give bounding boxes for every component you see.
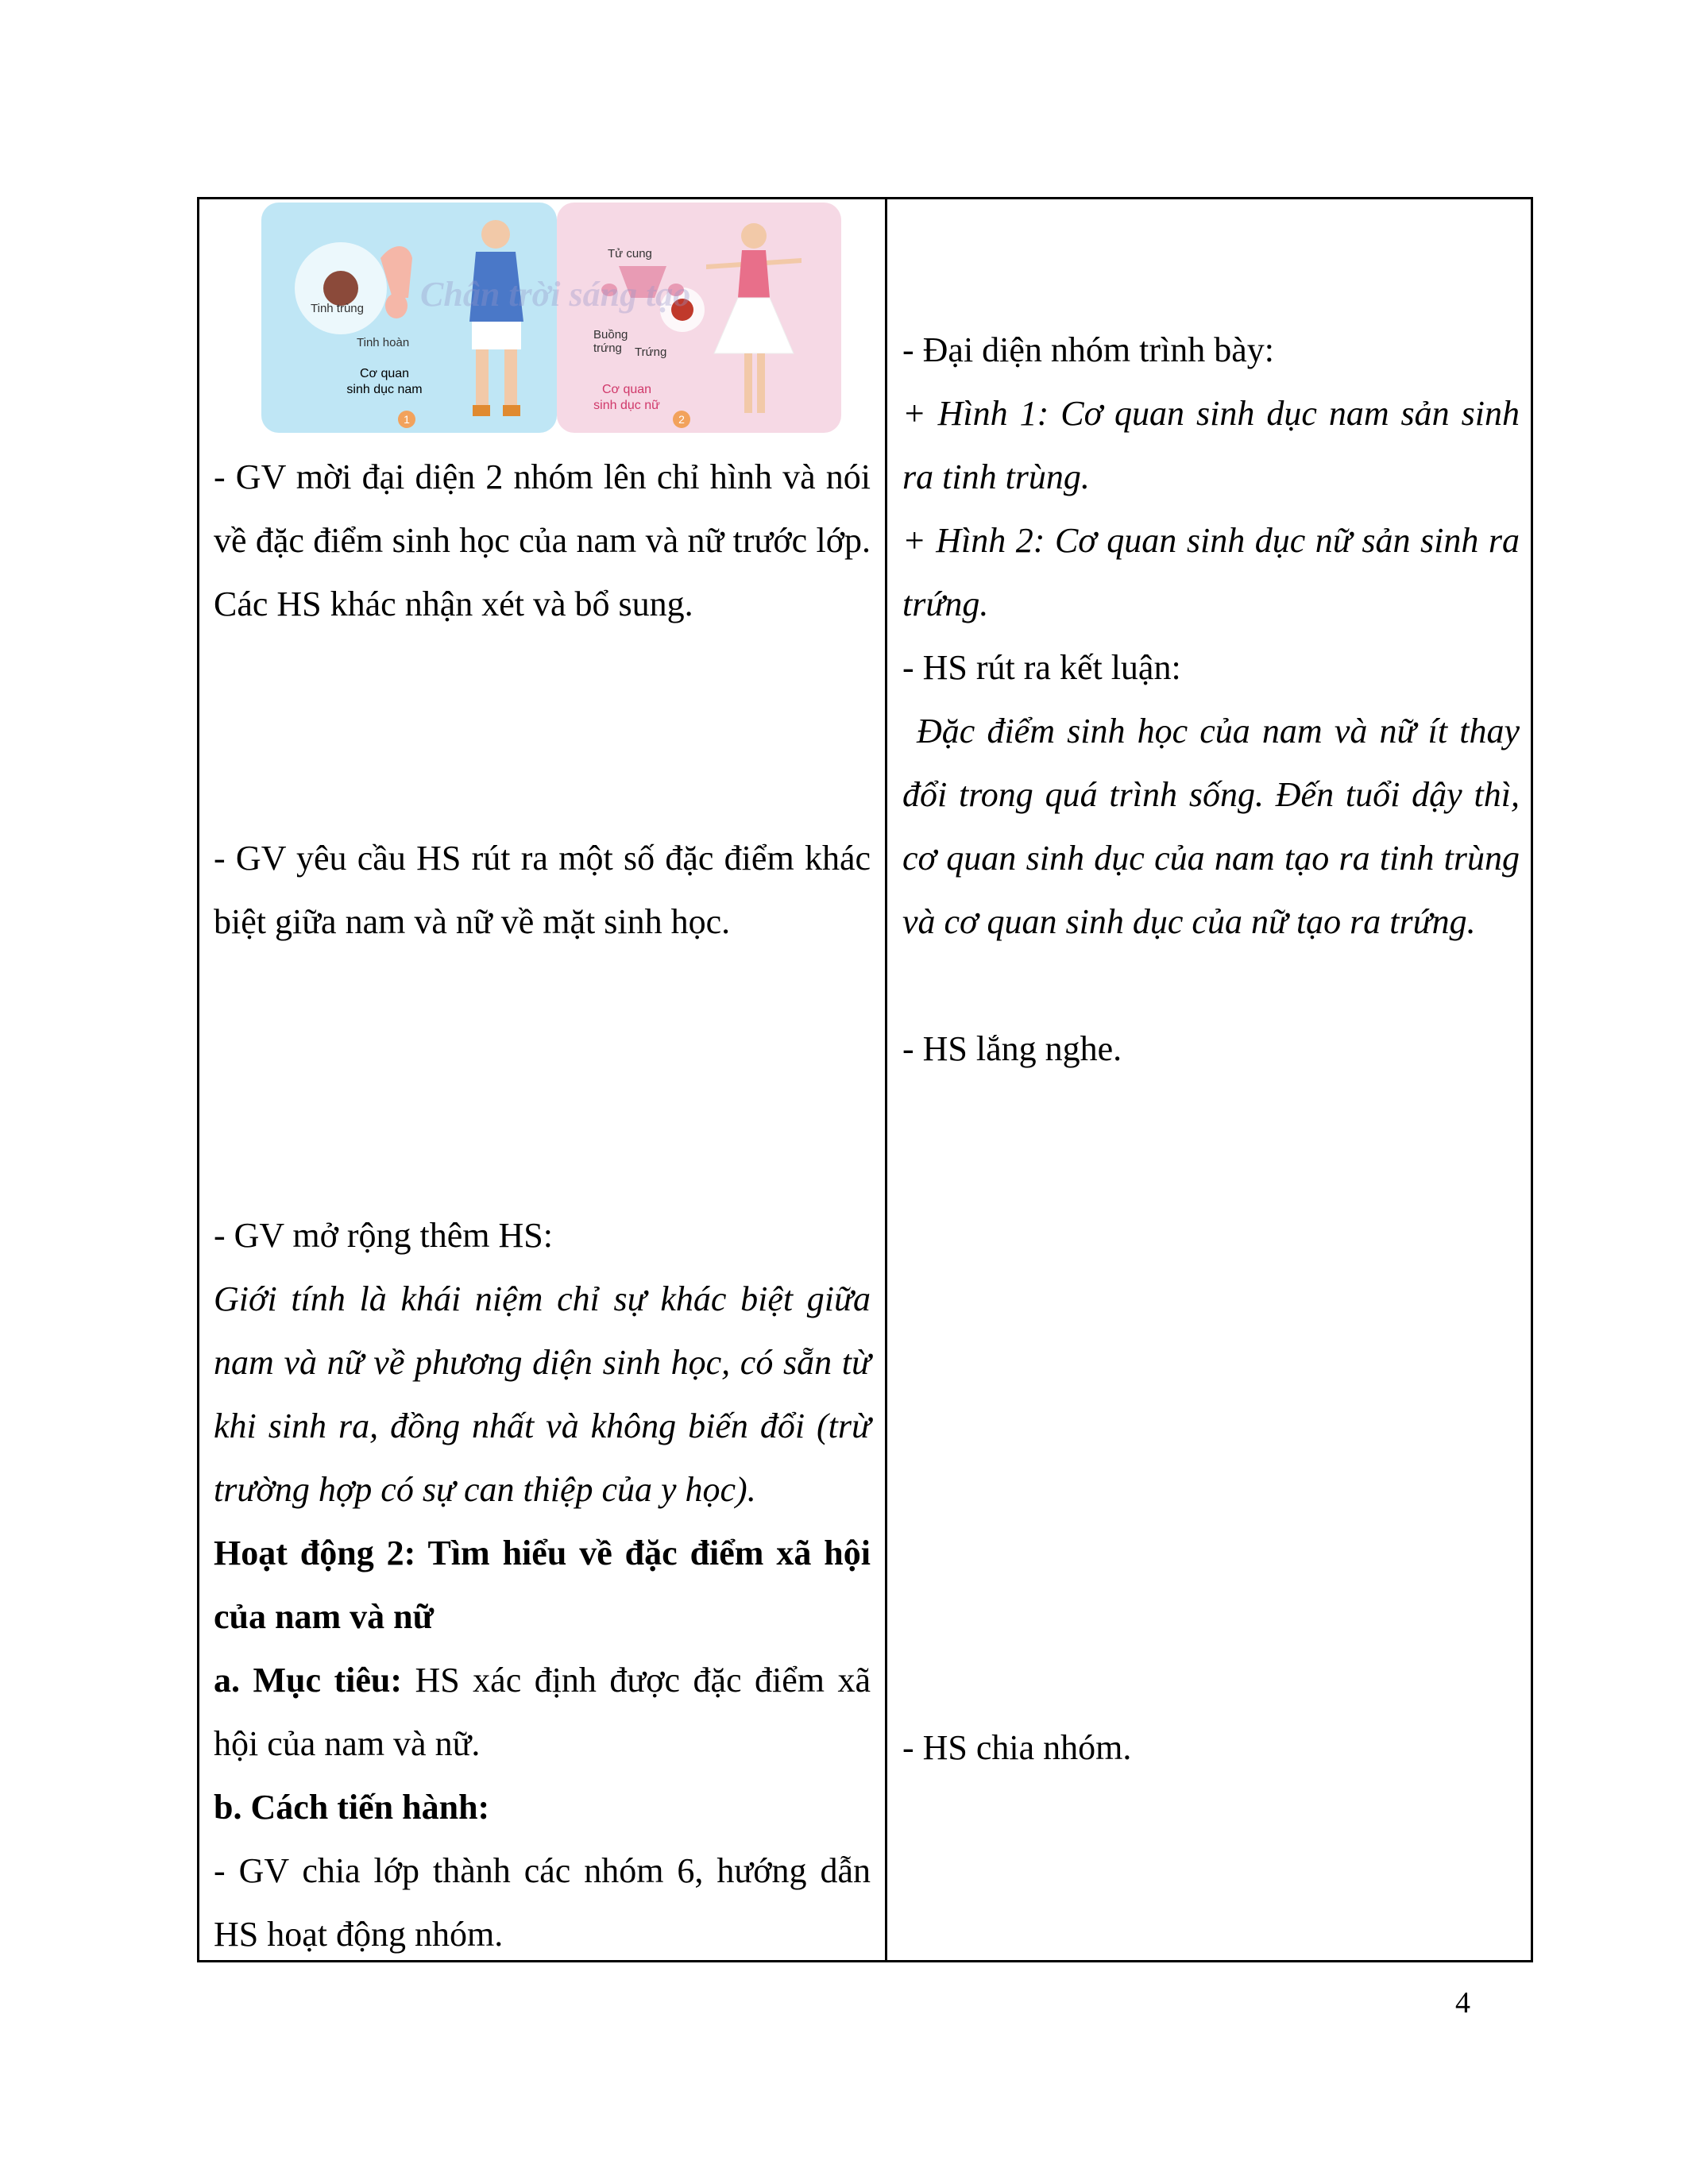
right-paragraph-4: - HS rút ra kết luận: bbox=[902, 648, 1181, 687]
figure-watermark: Chân trời sáng tạo bbox=[420, 275, 691, 314]
figure-number-1: 1 bbox=[398, 411, 415, 428]
right-conclusion: Đặc điểm sinh học của nam và nữ ít thay đổi trong quá trình sống. Đến tuổi dậy thì, cơ quan sinh dục của nam tạo ra tinh trùng và cơ quan sinh dục của nữ tạo ra trứng. bbox=[902, 712, 1520, 941]
teacher-column bbox=[214, 199, 871, 1960]
right-paragraph-6: - HS lắng nghe. bbox=[902, 1029, 1122, 1068]
figure-illustration bbox=[261, 203, 841, 433]
activity-2-heading: Hoạt động 2: Tìm hiểu về đặc điểm xã hội của nam và nữ bbox=[214, 1534, 871, 1636]
left-paragraph-3: - GV mở rộng thêm HS: bbox=[214, 1216, 554, 1255]
label-tu-cung: Tử cung bbox=[608, 247, 652, 260]
left-paragraph-8: - GV chia lớp thành các nhóm 6, hướng dẫn HS hoạt động nhóm. bbox=[214, 1851, 871, 1954]
reproductive-organs-figure bbox=[261, 203, 841, 433]
student-column bbox=[902, 199, 1520, 1960]
label-buong-trung: Buồng trứng bbox=[593, 328, 628, 355]
left-italic-definition: Giới tính là khái niệm chỉ sự khác biệt giữa nam và nữ về phương diện sinh học, có sẵn từ khi sinh ra, đồng nhất và không biến đổi (trừ trường hợp có sự can thiệp của y học). bbox=[214, 1279, 871, 1509]
activity-table bbox=[197, 197, 1533, 1962]
left-paragraph-1: - GV mời đại diện 2 nhóm lên chỉ hình và nói về đặc điểm sinh học của nam và nữ trước lớp. Các HS khác nhận xét và bổ sung. bbox=[214, 457, 871, 623]
right-paragraph-7: - HS chia nhóm. bbox=[902, 1728, 1132, 1767]
label-tinh-hoan: Tinh hoàn bbox=[357, 336, 410, 349]
column-divider bbox=[885, 199, 887, 1960]
figure-number-2: 2 bbox=[673, 411, 690, 428]
label-tinh-trung: Tinh trùng bbox=[311, 302, 364, 315]
female-caption: Cơ quan sinh dục nữ bbox=[593, 383, 660, 412]
male-caption: Cơ quan sinh dục nam bbox=[346, 367, 423, 396]
right-figure-1-note: + Hình 1: Cơ quan sinh dục nam sản sinh ra tinh trùng. bbox=[902, 394, 1520, 496]
label-trung: Trứng bbox=[635, 345, 667, 359]
procedure-heading: b. Cách tiến hành: bbox=[214, 1788, 490, 1827]
right-paragraph-1: - Đại diện nhóm trình bày: bbox=[902, 330, 1275, 369]
left-paragraph-2: - GV yêu cầu HS rút ra một số đặc điểm khác biệt giữa nam và nữ về mặt sinh học. bbox=[214, 839, 871, 941]
page-number: 4 bbox=[1455, 1986, 1470, 2020]
objective-paragraph: a. Mục tiêu: HS xác định được đặc điểm xã hội của nam và nữ. bbox=[214, 1661, 871, 1763]
right-figure-2-note: + Hình 2: Cơ quan sinh dục nữ sản sinh ra trứng. bbox=[902, 521, 1520, 623]
